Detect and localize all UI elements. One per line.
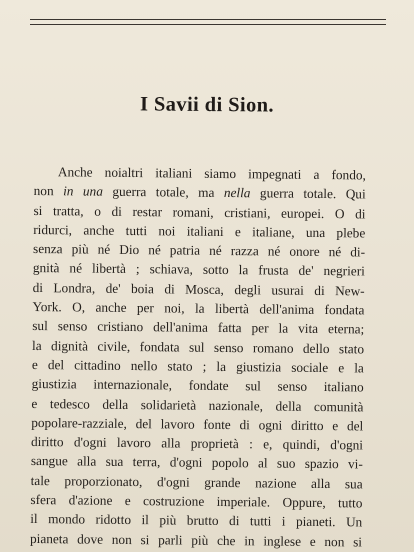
text-line: e tedesco della solidarietà nazionale, della comunità: [31, 395, 364, 415]
text-line: tale proporzionato, d'ogni grande nazione alla sua: [30, 472, 363, 492]
text-line: di Londra, de' boia di Mosca, degli usurai di New-: [32, 279, 365, 299]
text-line: pianeta dove non si parli più che in inglese e non si: [29, 530, 363, 550]
text-line: York. O, anche per noi, la libertà dell'anima fondata: [32, 299, 365, 318]
text-line-segment: non in una guerra totale, ma nella guerra totale. Qui: [33, 183, 366, 202]
text-line: e del cittadino nello stato ; la giustizia sociale e la: [31, 356, 364, 376]
text-line: diritto d'ogni lavoro alla proprietà : e, quindi, d'ogni: [30, 434, 364, 453]
text-line: si tratta, o di restar romani, cristiani, europei. O di: [33, 202, 366, 222]
text-line: popolare-razziale, del lavoro fonte di ogni diritto e del: [31, 414, 364, 434]
body-paragraph: [30, 162, 366, 551]
text-line: giustizia internazionale, fondate sul senso italiano: [31, 376, 364, 395]
chapter-title: I Savii di Sion.: [139, 93, 275, 117]
text-line: sangue alla sua terra, d'ogni popolo al suo spazio vi-: [30, 453, 363, 472]
text-line: gnità né libertà ; schiava, sotto la frusta de' negrieri: [32, 260, 365, 279]
text-line: ridurci, anche tutti noi italiani e italiane, una plebe: [33, 221, 366, 241]
header-double-rule: [30, 19, 386, 25]
emphasis-text: nella: [223, 185, 251, 201]
text-line: la dignità civile, fondata sul senso romano dello stato: [32, 337, 365, 357]
text-line: sul senso cristiano dell'anima fatta per la vita eterna;: [32, 318, 365, 337]
text-line: sfera d'azione e costruzione imperiale. Oppure, tutto: [30, 492, 363, 511]
text-line: senza più né Dio né patria né razza né onore né di-: [33, 241, 366, 260]
text-line: Anche noialtri italiani siamo impegnati a fondo,: [57, 164, 366, 183]
text-line: il mondo ridotto il più brutto di tutti i pianeti. Un: [30, 511, 363, 530]
emphasis-text: in una: [63, 183, 103, 200]
